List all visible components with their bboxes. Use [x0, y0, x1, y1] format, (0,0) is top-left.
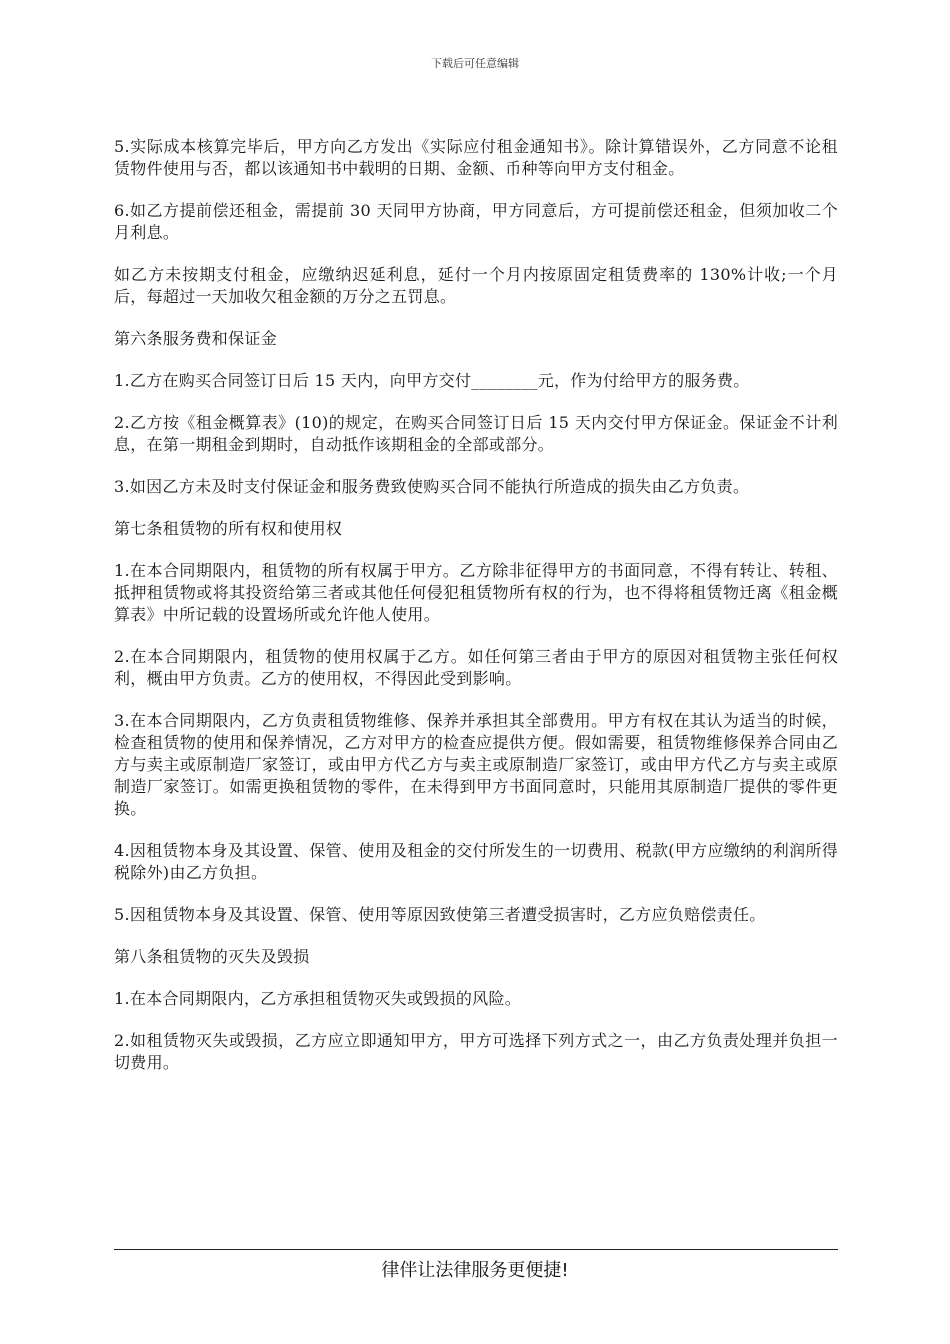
paragraph-6-3-losses: 3.如因乙方未及时支付保证金和服务费致使购买合同不能执行所造成的损失由乙方负责。 [114, 477, 750, 496]
paragraph-7-1-ownership: 1.在本合同期限内，租赁物的所有权属于甲方。乙方除非征得甲方的书面同意，不得有转让、转租、抵押租赁物或将其投资给第三者或其他任何侵犯租赁物所有权的行为，也不得将租赁物迁离《租金概算表》中所记载的设置场所或允许他人使用。 [114, 561, 838, 624]
paragraph-6-2-deposit: 2.乙方按《租金概算表》(10)的规定，在购买合同签订日后 15 天内交付甲方保证金。保证金不计利息，在第一期租金到期时，自动抵作该期租金的全部或部分。 [114, 413, 838, 454]
paragraph-8-2-loss-notification: 2.如租赁物灭失或毁损，乙方应立即通知甲方，甲方可选择下列方式之一，由乙方负责处理并负担一切费用。 [114, 1031, 838, 1072]
paragraph-6-1-service-fee: 1.乙方在购买合同签订日后 15 天内，向甲方交付________元，作为付给甲方的服务费。 [114, 371, 750, 390]
paragraph-7-5-third-party-damage: 5.因租赁物本身及其设置、保管、使用等原因致使第三者遭受损害时，乙方应负赔偿责任。 [114, 905, 766, 924]
section-heading-article-8: 第八条租赁物的灭失及毁损 [114, 947, 310, 966]
footer-slogan: 律伴让法律服务更便捷! [381, 1260, 569, 1281]
paragraph-7-4-expenses: 4.因租赁物本身及其设置、保管、使用及租金的交付所发生的一切费用、税款(甲方应缴纳的利润所得税除外)由乙方负担。 [114, 841, 838, 882]
paragraph-6-early-repayment: 6.如乙方提前偿还租金，需提前 30 天同甲方协商，甲方同意后，方可提前偿还租金，但须加收二个月利息。 [114, 201, 838, 242]
paragraph-7-3-maintenance: 3.在本合同期限内，乙方负责租赁物维修、保养并承担其全部费用。甲方有权在其认为适当的时候，检查租赁物的使用和保养情况，乙方对甲方的检查应提供方便。假如需要，租赁物维修保养合同由乙方与卖主或原制造厂家签订，或由甲方代乙方与卖主或原制造厂家签订，或由甲方代乙方与卖主或原制造厂家签订。如需更换租赁物的零件，在未得到甲方书面同意时，只能用其原制造厂提供的零件更换。 [114, 711, 838, 818]
document-body [114, 136, 838, 1094]
section-heading-article-6: 第六条服务费和保证金 [114, 329, 278, 348]
paragraph-late-payment-interest: 如乙方未按期支付租金，应缴纳迟延利息，延付一个月内按原固定租赁费率的 130%计收;一个月后，每超过一天加收欠租金额的万分之五罚息。 [114, 265, 838, 306]
paragraph-5-actual-cost: 5.实际成本核算完毕后，甲方向乙方发出《实际应付租金通知书》。除计算错误外，乙方同意不论租赁物件使用与否，都以该通知书中载明的日期、金额、币种等向甲方支付租金。 [114, 137, 838, 178]
footer-divider [114, 1249, 838, 1250]
page-header-note: 下载后可任意编辑 [431, 57, 519, 70]
section-heading-article-7: 第七条租赁物的所有权和使用权 [114, 519, 343, 538]
paragraph-8-1-risk: 1.在本合同期限内，乙方承担租赁物灭失或毁损的风险。 [114, 989, 522, 1008]
paragraph-7-2-usage-right: 2.在本合同期限内，租赁物的使用权属于乙方。如任何第三者由于甲方的原因对租赁物主张任何权利，概由甲方负责。乙方的使用权，不得因此受到影响。 [114, 647, 838, 688]
